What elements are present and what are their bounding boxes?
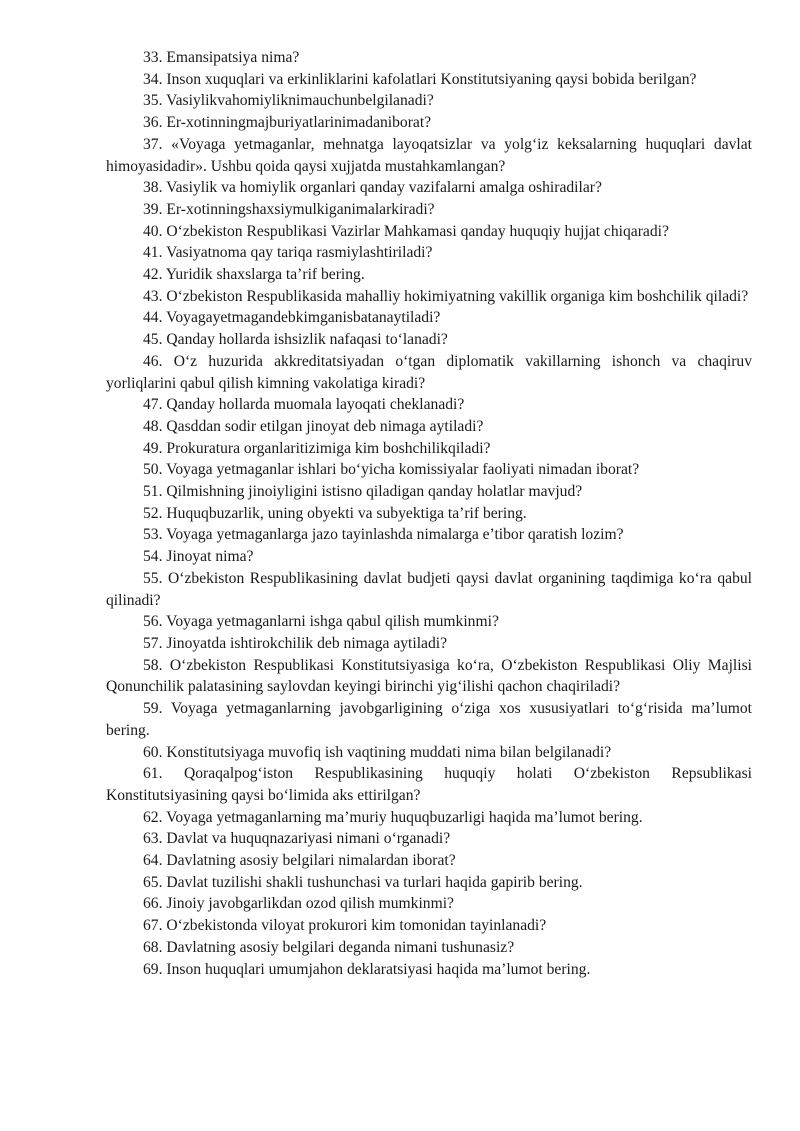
question-62: 62. Voyaga yetmaganlarning ma’muriy huquqbuzarligi haqida ma’lumot bering.	[143, 808, 643, 826]
question-46: 46. O‘z huzurida akkreditatsiyadan o‘tgan diplomatik vakillarning ishonch va chaqiruv yorliqlarini qabul qilish kimning vakolatiga kiradi?	[106, 352, 752, 392]
question-47: 47. Qanday hollarda muomala layoqati cheklanadi?	[143, 396, 465, 414]
question-63: 63. Davlat va huquqnazariyasi nimani o‘rganadi?	[143, 830, 451, 848]
question-33: 33. Emansipatsiya nima?	[143, 49, 300, 66]
question-49: 49. Prokuratura organlaritizimiga kim boshchilikqiladi?	[143, 439, 491, 457]
question-37: 37. «Voyaga yetmaganlar, mehnatga layoqatsizlar va yolg‘iz keksalarning huquqlari davlat himoyasidadir». Ushbu qoida qaysi xujjatda mustahkamlangan?	[106, 135, 752, 175]
question-54: 54. Jinoyat nima?	[143, 548, 254, 566]
question-35: 35. Vasiylikvahomiyliknimauchunbelgilanadi?	[143, 92, 434, 110]
question-45: 45. Qanday hollarda ishsizlik nafaqasi to‘lanadi?	[143, 331, 448, 349]
question-48: 48. Qasddan sodir etilgan jinoyat deb nimaga aytiladi?	[143, 417, 484, 435]
question-42: 42. Yuridik shaxslarga ta’rif bering.	[143, 266, 365, 284]
question-43: 43. O‘zbekiston Respublikasida mahalliy hokimiyatning vakillik organiga kim boshchilik qiladi?	[143, 287, 749, 305]
question-61: 61. Qoraqalpog‘iston Respublikasining huquqiy holati O‘zbekiston Repsublikasi Konstitutsiyasining qaysi bo‘limida aks ettirilgan?	[106, 765, 752, 804]
question-36: 36. Er-xotinningmajburiyatlarinimadaniborat?	[143, 114, 432, 132]
question-44: 44. Voyagayetmagandebkimganisbatanaytiladi?	[143, 309, 441, 327]
question-53: 53. Voyaga yetmaganlarga jazo tayinlashda nimalarga e’tibor qaratish lozim?	[143, 526, 624, 544]
question-34: 34. Inson xuquqlari va erkinliklarini kafolatlari Konstitutsiyaning qaysi bobida berilgan?	[143, 70, 697, 88]
question-64: 64. Davlatning asosiy belgilari nimalardan iborat?	[143, 852, 456, 870]
question-39: 39. Er-xotinningshaxsiymulkiganimalarkiradi?	[143, 200, 435, 218]
question-59: 59. Voyaga yetmaganlarning javobgarligining o‘ziga xos xususiyatlari to‘g‘risida ma’lumot bering.	[106, 700, 752, 739]
question-list	[106, 47, 752, 980]
question-40: 40. O‘zbekiston Respublikasi Vazirlar Mahkamasi qanday huquqiy hujjat chiqaradi?	[143, 222, 669, 240]
question-68: 68. Davlatning asosiy belgilari deganda nimani tushunasiz?	[143, 938, 515, 956]
question-69: 69. Inson huquqlari umumjahon deklaratsiyasi haqida ma’lumot bering.	[143, 960, 591, 978]
question-58: 58. O‘zbekiston Respublikasi Konstitutsiyasiga ko‘ra, O‘zbekiston Respublikasi Oliy Majlisi Qonunchilik palatasining saylovdan keyingi birinchi yig‘ilishi qachon chaqiriladi?	[106, 656, 752, 696]
question-51: 51. Qilmishning jinoiyligini istisno qiladigan qanday holatlar mavjud?	[143, 483, 583, 501]
question-41: 41. Vasiyatnoma qay tariqa rasmiylashtiriladi?	[143, 244, 433, 262]
question-60: 60. Konstitutsiyaga muvofiq ish vaqtining muddati nima bilan belgilanadi?	[143, 743, 612, 761]
question-50: 50. Voyaga yetmaganlar ishlari bo‘yicha komissiyalar faoliyati nimadan iborat?	[143, 461, 640, 479]
question-52: 52. Huquqbuzarlik, uning obyekti va subyektiga ta’rif bering.	[143, 504, 527, 522]
question-67: 67. O‘zbekistonda viloyat prokurori kim tomonidan tayinlanadi?	[143, 917, 547, 935]
question-57: 57. Jinoyatda ishtirokchilik deb nimaga aytiladi?	[143, 634, 448, 652]
question-56: 56. Voyaga yetmaganlarni ishga qabul qilish mumkinmi?	[143, 613, 499, 631]
question-66: 66. Jinoiy javobgarlikdan ozod qilish mumkinmi?	[143, 895, 454, 913]
question-65: 65. Davlat tuzilishi shakli tushunchasi va turlari haqida gapirib bering.	[143, 873, 583, 891]
question-38: 38. Vasiylik va homiylik organlari qanday vazifalarni amalga oshiradilar?	[143, 179, 602, 197]
question-55: 55. O‘zbekiston Respublikasining davlat budjeti qaysi davlat organining taqdimiga ko‘ra qabul qilinadi?	[106, 569, 752, 609]
